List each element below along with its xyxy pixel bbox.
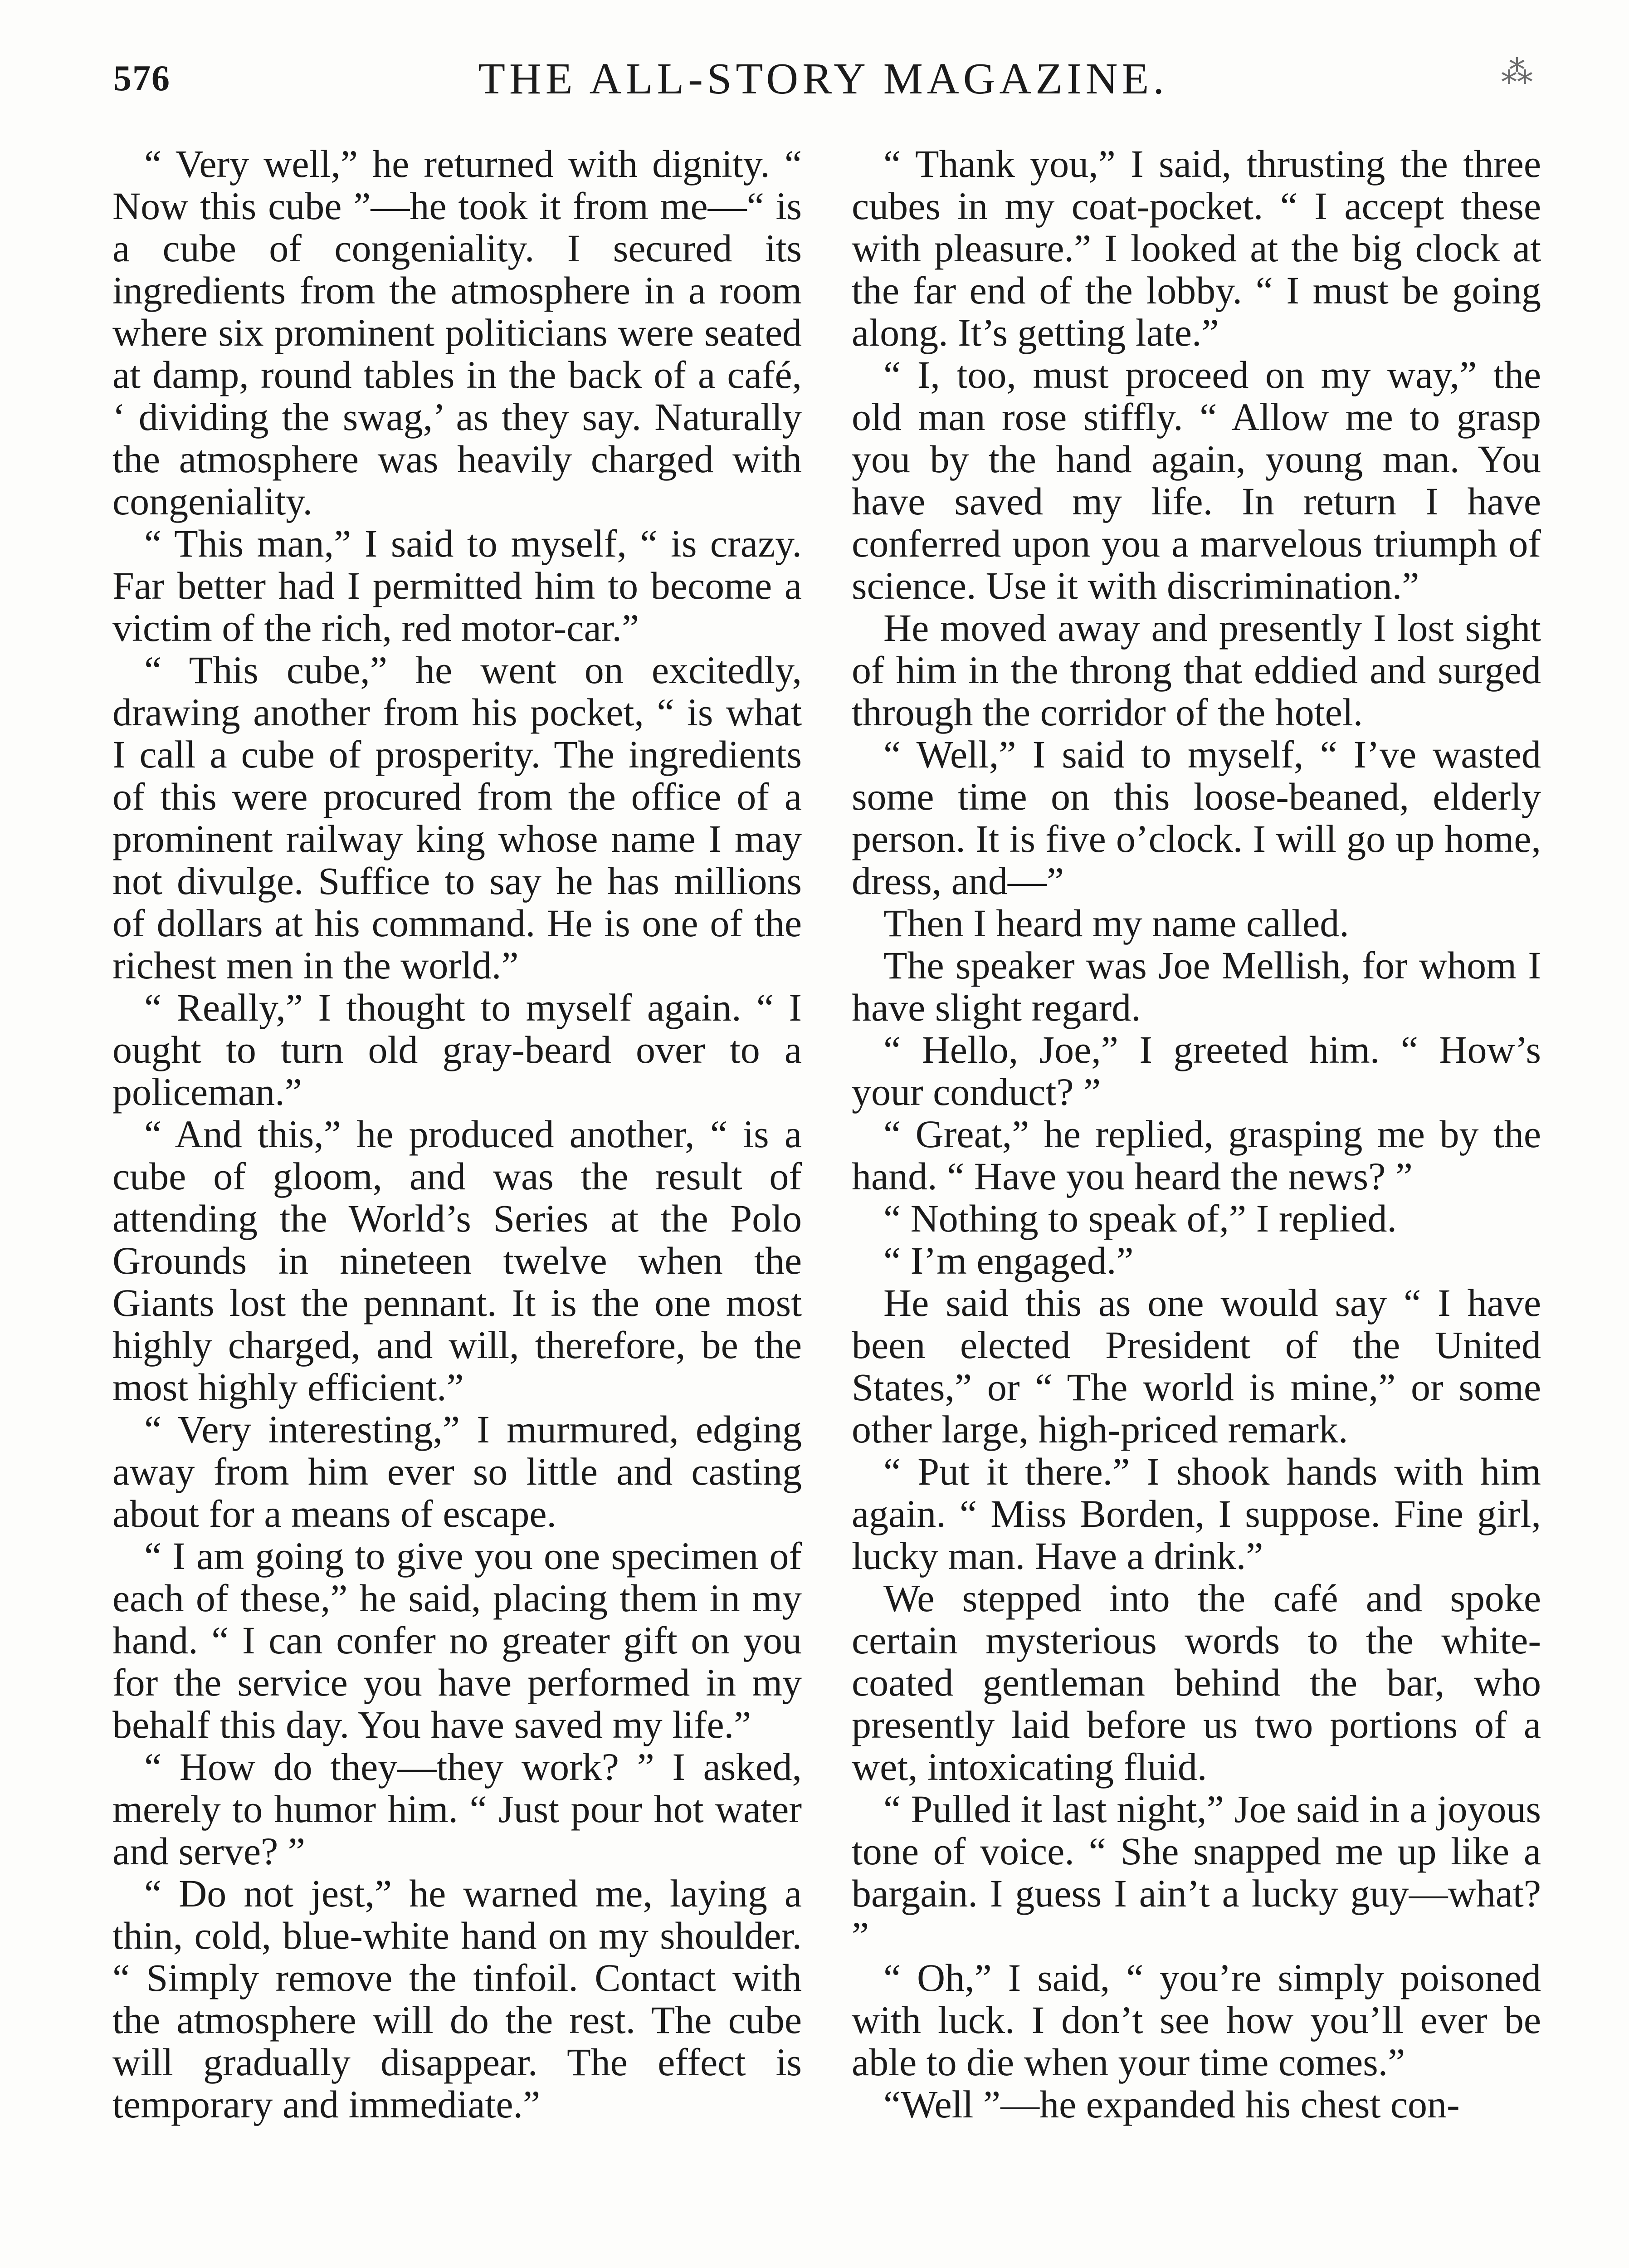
paragraph: “ I am going to give you one specimen of each of these,” he said, placing them in my hand. “ I can confer no greater gift on you for the service you have performed in my behalf this day. You have saved my life.”	[112, 1534, 802, 1746]
paragraph: “ This cube,” he went on excitedly, drawing another from his pocket, “ is what I call a cube of prosperity. The ingredients of this were procured from the office of a prominent railway king whose name I may not divulge. Suffice to say he has millions of dollars at his command. He is one of the richest men in the world.”	[112, 648, 802, 987]
paragraph: “ Very interesting,” I murmured, edging away from him ever so little and casting about for a means of escape.	[112, 1408, 802, 1535]
paragraph: “Well ”—he expanded his chest con-	[883, 2082, 1460, 2126]
paragraph: “ Great,” he replied, grasping me by the hand. “ Have you heard the news? ”	[852, 1112, 1541, 1198]
paragraph: “ Really,” I thought to myself again. “ I ought to turn old gray-beard over to a policeman.”	[112, 986, 802, 1114]
paragraph: “ I’m engaged.”	[883, 1239, 1134, 1282]
paragraph: “ This man,” I said to myself, “ is crazy. Far better had I permitted him to become a victim of the rich, red motor-car.”	[112, 522, 802, 650]
paragraph: He moved away and presently I lost sight of him in the throng that eddied and surged through the corridor of the hotel.	[852, 606, 1541, 734]
paragraph: “ Hello, Joe,” I greeted him. “ How’s your conduct? ”	[852, 1028, 1541, 1114]
paragraph: “ Put it there.” I shook hands with him again. “ Miss Borden, I suppose. Fine girl, lucky man. Have a drink.”	[852, 1450, 1541, 1578]
page-number: 576	[113, 59, 171, 98]
paragraph: “ Very well,” he returned with dignity. “ Now this cube ”—he took it from me—“ is a cube of congeniality. I secured its ingredients from the atmosphere in a room where six prominent politicians were seated at damp, round tables in the back of a café, ‘ dividing the swag,’ as they say. Naturally the atmosphere was heavily charged with congeniality.	[112, 143, 802, 523]
paragraph: “ How do they—they work? ” I asked, merely to humor him. “ Just pour hot water and serve? ”	[112, 1745, 802, 1873]
paragraph: “ I, too, must proceed on my way,” the old man rose stiffly. “ Allow me to grasp you by the hand again, young man. You have saved my life. In return I have conferred upon you a marvelous triumph of science. Use it with discrimination.”	[852, 353, 1541, 607]
paragraph: “ Thank you,” I said, thrusting the three cubes in my coat-pocket. “ I accept these with pleasure.” I looked at the big clock at the far end of the lobby. “ I must be going along. It’s getting late.”	[852, 143, 1541, 354]
paragraph: The speaker was Joe Mellish, for whom I have slight regard.	[852, 943, 1541, 1029]
corner-mark: ⁂	[1501, 55, 1533, 90]
paragraph: “ Do not jest,” he warned me, laying a thin, cold, blue-white hand on my shoulder. “ Simply remove the tinfoil. Contact with the atmosphere will do the rest. The cube will gradually disappear. The effect is temporary and immediate.”	[112, 1872, 802, 2126]
magazine-title: THE ALL-STORY MAGAZINE.	[478, 54, 1168, 103]
paragraph: “ Pulled it last night,” Joe said in a joyous tone of voice. “ She snapped me up like a bargain. I guess I ain’t a lucky guy—what? ”	[852, 1787, 1541, 1957]
paragraph: “ Nothing to speak of,” I replied.	[883, 1197, 1397, 1240]
paragraph: We stepped into the café and spoke certain mysterious words to the white-coated gentleman behind the bar, who presently laid before us two portions of a wet, intoxicating fluid.	[852, 1576, 1541, 1789]
paragraph: “ And this,” he produced another, “ is a cube of gloom, and was the result of attending the World’s Series at the Polo Grounds in nineteen twelve when the Giants lost the pennant. It is the one most highly charged, and will, therefore, be the most highly efficient.”	[112, 1112, 802, 1409]
page-header	[113, 54, 1533, 122]
left-column	[112, 143, 802, 2268]
paragraph: He said this as one would say “ I have been elected President of the United States,” or “ The world is mine,” or some other large, high-priced remark.	[852, 1281, 1541, 1451]
paragraph: “ Oh,” I said, “ you’re simply poisoned with luck. I don’t see how you’ll ever be able to die when your time comes.”	[852, 1956, 1541, 2084]
paragraph: “ Well,” I said to myself, “ I’ve wasted some time on this loose-beaned, elderly person. It is five o’clock. I will go up home, dress, and—”	[852, 733, 1541, 903]
paragraph: Then I heard my name called.	[883, 901, 1349, 945]
right-column	[852, 143, 1541, 2268]
